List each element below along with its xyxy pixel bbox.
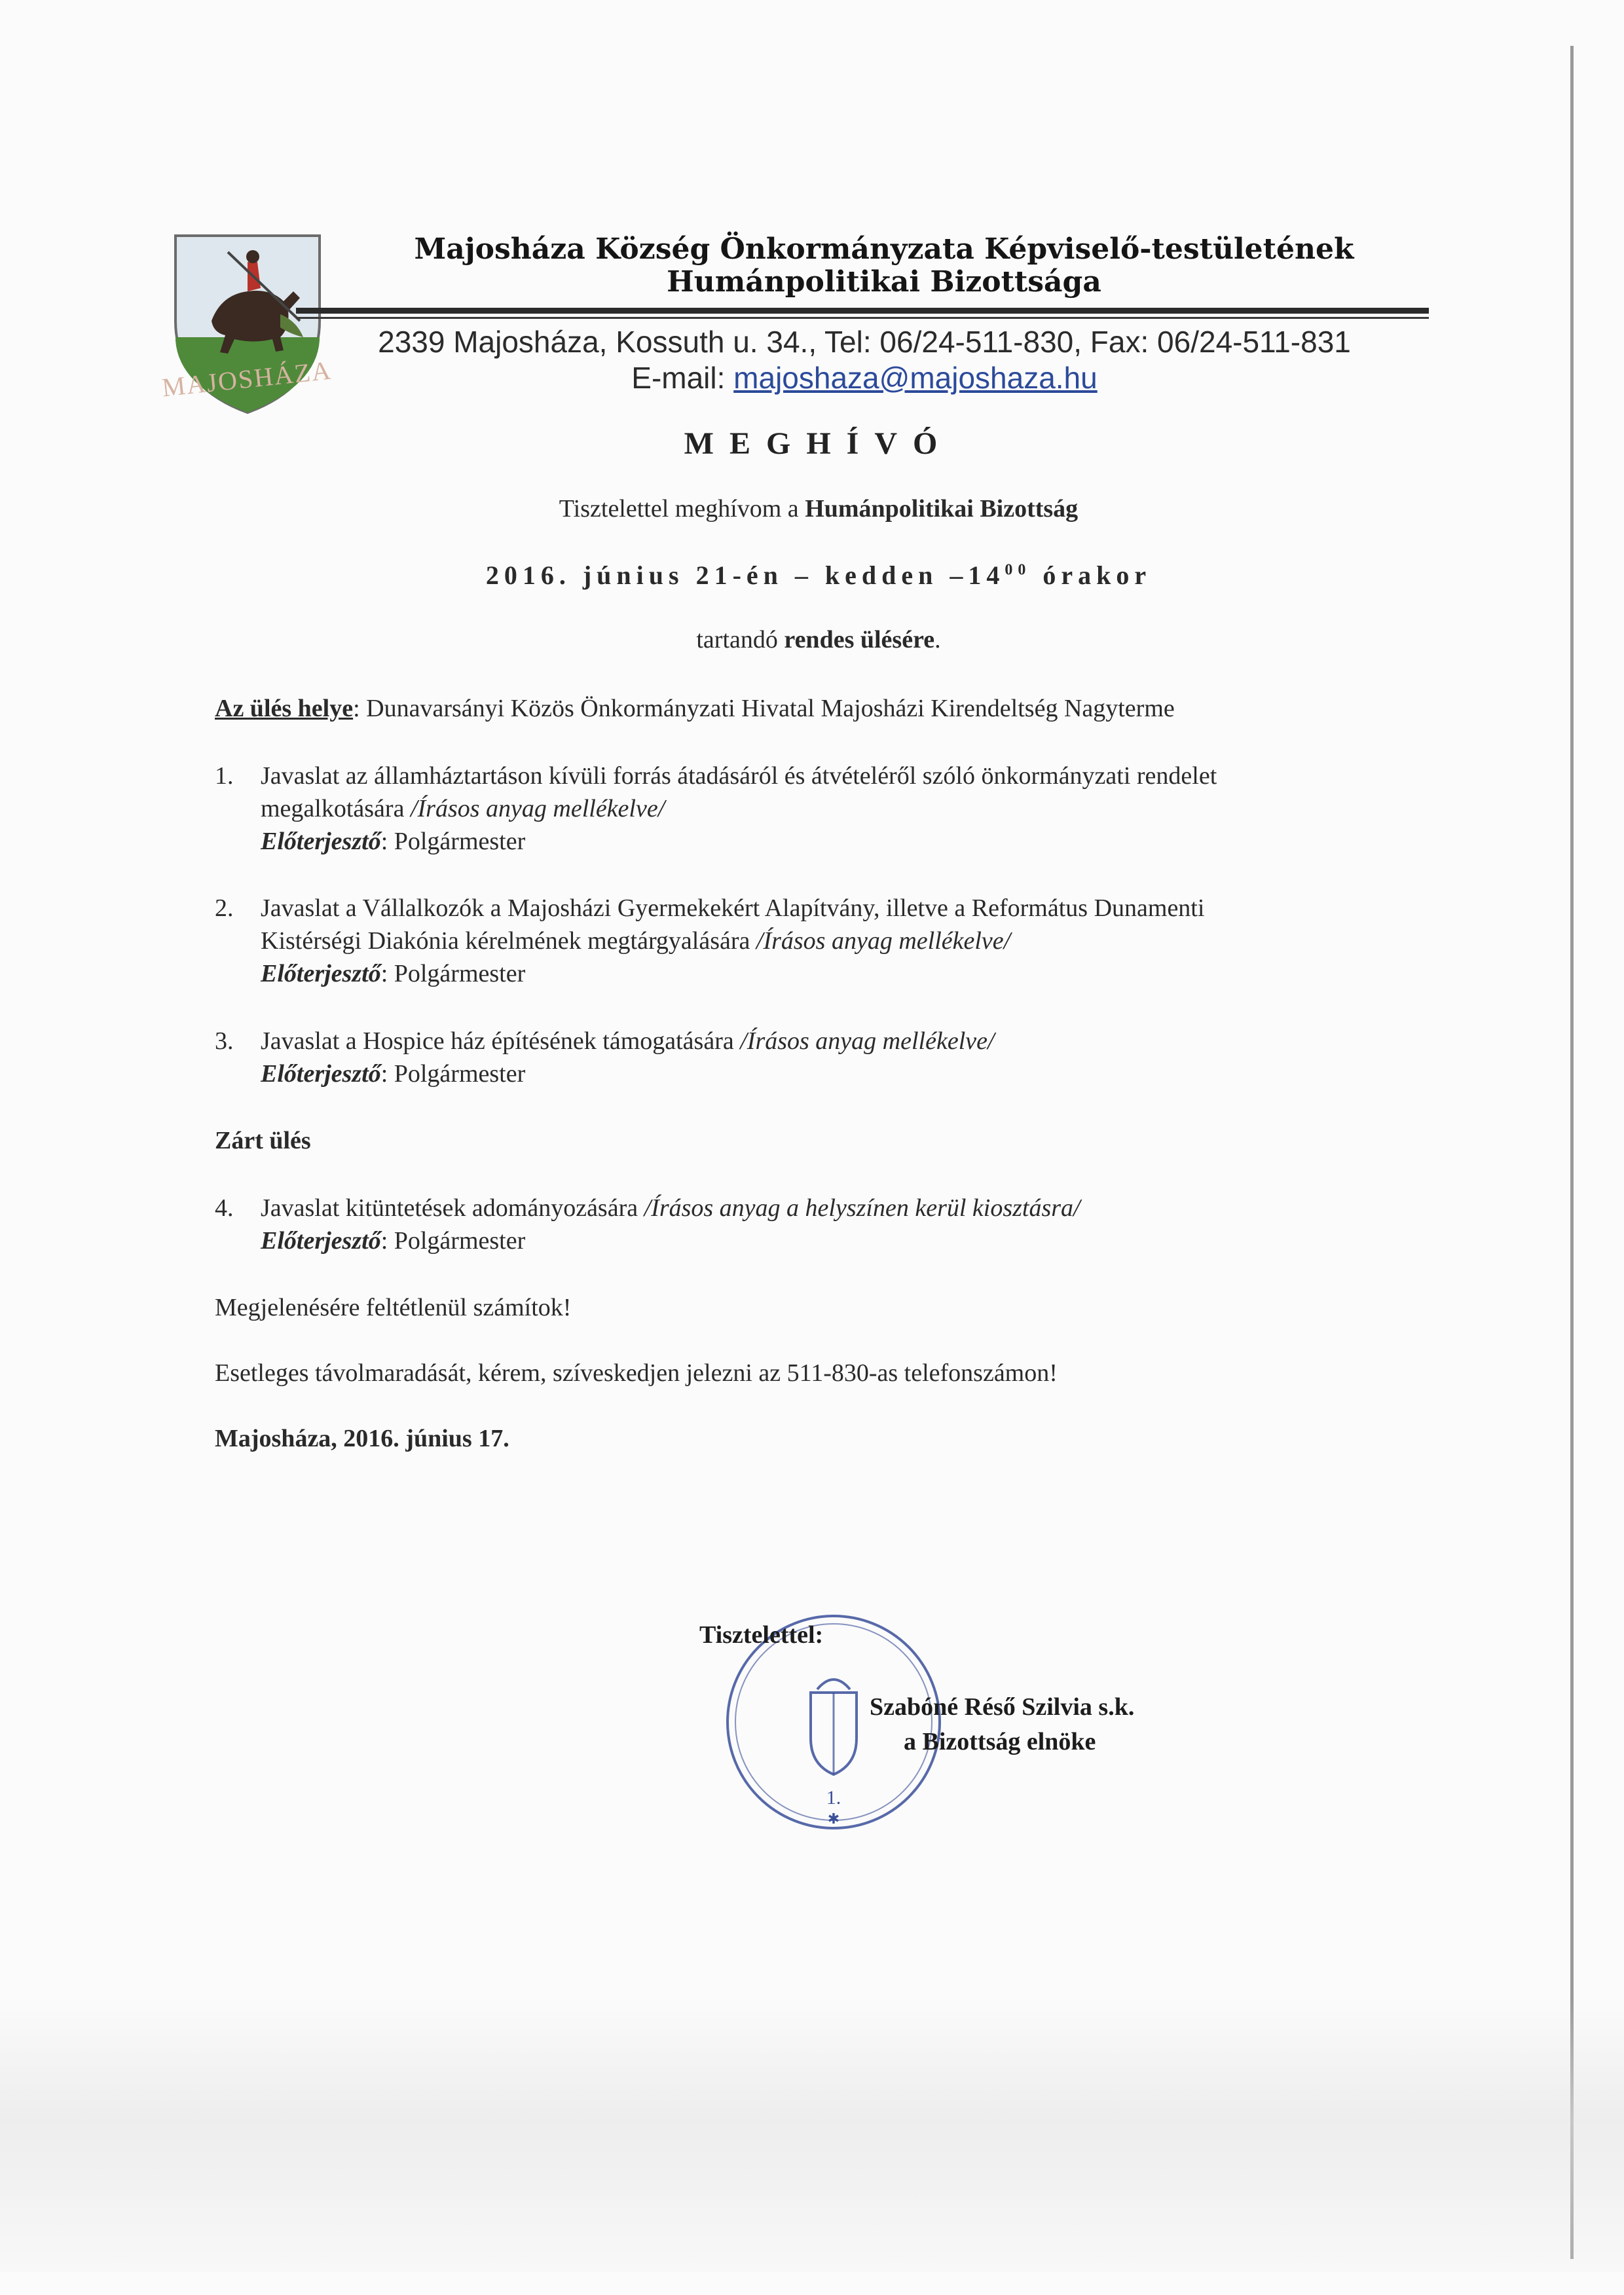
email-line xyxy=(308,360,1421,395)
meeting-type-prefix: tartandó xyxy=(696,626,784,653)
meeting-type-line xyxy=(196,625,1441,654)
place-date xyxy=(215,1424,509,1453)
agenda-item-1-note: /Írásos anyag mellékelve/ xyxy=(410,795,665,822)
meeting-time-suffix: órakor xyxy=(1043,560,1152,590)
closing-line-1: Megjelenésére feltétlenül számítok! xyxy=(215,1294,572,1321)
crest-caption: MAJOSHÁZA xyxy=(160,355,333,403)
agenda-item-3-presenter xyxy=(261,1059,525,1088)
agenda-item-3-line1 xyxy=(261,1027,995,1056)
agenda-item-4-note: /Írásos anyag a helyszínen kerül kiosztásra/ xyxy=(644,1194,1080,1222)
document-title: MEGHÍVÓ xyxy=(684,426,953,461)
agenda-item-2-note: /Írásos anyag mellékelve/ xyxy=(756,927,1011,955)
committee-bold: Humánpolitikai Bizottság xyxy=(805,495,1079,523)
agenda-number: 2. xyxy=(215,894,234,922)
agenda-item-2-text: Kistérségi Diakónia kérelmének megtárgyalására xyxy=(261,927,756,955)
committee-name: Humánpolitikai Bizottsága xyxy=(667,265,1101,299)
agenda-number: 4. xyxy=(215,1194,234,1222)
venue-label: Az ülés helye xyxy=(215,695,354,722)
presenter-label: Előterjesztő xyxy=(261,828,381,855)
agenda-item-4-presenter xyxy=(261,1226,525,1255)
email-label: E-mail: xyxy=(631,361,734,395)
meeting-type-end: . xyxy=(934,626,941,653)
signatory-name: Szabóné Réső Szilvia s.k. xyxy=(870,1693,1135,1721)
meeting-time-sup: 00 xyxy=(1005,561,1031,579)
stamp-number: 1. xyxy=(826,1787,841,1808)
presenter-value: : Polgármester xyxy=(380,1060,526,1088)
agenda-item-1-line1: Javaslat az államháztartáson kívüli forrás átadásáról és átvételéről szóló önkormányzati rendelet xyxy=(261,762,1217,790)
organization-name: Majosháza Község Önkormányzata Képviselő-testületének xyxy=(414,232,1354,266)
presenter-label: Előterjesztő xyxy=(261,1227,381,1255)
agenda-number: 3. xyxy=(215,1027,234,1055)
signature-greeting: Tisztelettel: xyxy=(699,1621,824,1649)
presenter-value: : Polgármester xyxy=(380,1227,526,1255)
meeting-type-bold: rendes ülésére xyxy=(784,626,935,653)
scan-edge-line xyxy=(1570,46,1574,2259)
meeting-date: 2016. június 21-én – kedden –14 xyxy=(485,560,1005,590)
agenda-item-4-line1 xyxy=(261,1194,1080,1222)
closed-session-heading xyxy=(215,1126,311,1155)
email-link[interactable]: majoshaza@majoshaza.hu xyxy=(733,361,1098,395)
presenter-value: : Polgármester xyxy=(380,960,526,987)
venue-colon: : xyxy=(353,695,367,722)
agenda-number: 1. xyxy=(215,762,234,790)
agenda-item-3-note: /Írásos anyag mellékelve/ xyxy=(740,1027,995,1055)
place-date-bold: Majosháza, 2016. június 17. xyxy=(215,1425,509,1452)
meeting-date-line xyxy=(196,560,1441,591)
invitation-prefix: Tisztelettel meghívom a xyxy=(559,495,805,523)
scan-smudge xyxy=(0,1997,1624,2272)
venue-line xyxy=(215,694,1175,723)
agenda-item-1-presenter xyxy=(261,827,525,856)
venue-value: Dunavarsányi Közös Önkormányzati Hivatal Majosházi Kirendeltség Nagyterme xyxy=(366,695,1175,722)
invitation-line xyxy=(196,494,1441,523)
agenda-item-4-text: Javaslat kitüntetések adományozására xyxy=(261,1194,644,1222)
presenter-label: Előterjesztő xyxy=(261,960,381,987)
presenter-value: : Polgármester xyxy=(380,828,526,855)
svg-text:✱: ✱ xyxy=(827,1811,840,1827)
closing-line-2: Esetleges távolmaradását, kérem, szíveskedjen jelezni az 511-830-as telefonszámon! xyxy=(215,1359,1058,1387)
presenter-label: Előterjesztő xyxy=(261,1060,381,1088)
agenda-item-2-line2 xyxy=(261,927,1010,955)
address-line: 2339 Majosháza, Kossuth u. 34., Tel: 06/24-511-830, Fax: 06/24-511-831 xyxy=(378,325,1351,359)
signatory-role: a Bizottság elnöke xyxy=(904,1728,1096,1755)
agenda-item-3-text: Javaslat a Hospice ház építésének támogatására xyxy=(261,1027,741,1055)
header-rule-thick xyxy=(296,308,1429,314)
agenda-item-1-line2 xyxy=(261,794,665,823)
closed-session-label: Zárt ülés xyxy=(215,1127,311,1154)
agenda-item-1-text: megalkotására xyxy=(261,795,411,822)
agenda-item-2-presenter xyxy=(261,959,525,988)
agenda-item-2-line1: Javaslat a Vállalkozók a Majosházi Gyermekekért Alapítvány, illetve a Református Dunamenti xyxy=(261,894,1205,922)
header-rule-thin xyxy=(296,317,1429,319)
